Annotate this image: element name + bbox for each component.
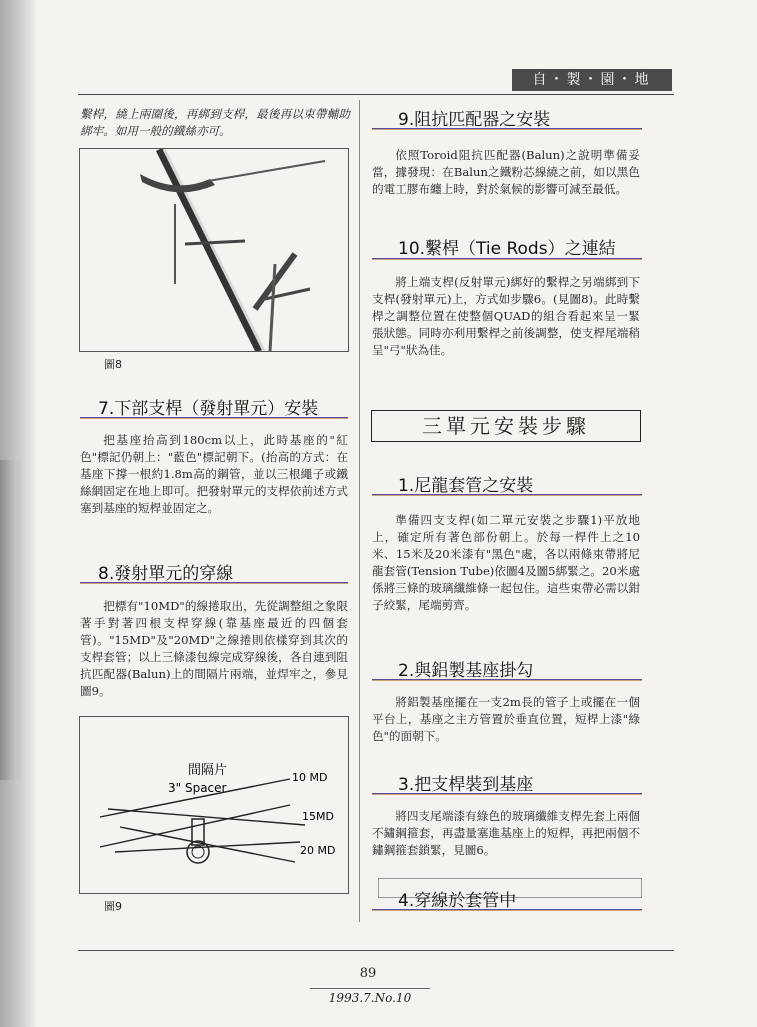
heading-8-rule (80, 582, 348, 584)
label-15md: 15MD (302, 810, 334, 823)
heading-4-rule (372, 909, 642, 911)
heading-3-rule (372, 793, 642, 795)
section-2-body: 將鋁製基座擺在一支2m長的管子上或擺在一個平台上，基座之主方管置於垂直位置，短桿上漆"綠色"的面朝下。 (372, 695, 640, 743)
figure-9 (79, 716, 349, 894)
column-divider (359, 100, 360, 922)
figure-8-illustration (80, 149, 348, 351)
wire-15md (108, 809, 305, 825)
spacer-label-en: 3" Spacer (168, 781, 227, 795)
heading-9-rule (372, 128, 642, 130)
spacer-label-cn: 間隔片 (188, 763, 228, 778)
label-20md: 20 MD (300, 844, 336, 857)
heading-4: 4.穿線於套管中 (398, 891, 517, 911)
section-9-body: 依照Toroid阻抗匹配器(Balun)之說明準備妥當，據發現：在Balun之鐵粉芯線繞之前，如以黑色的電工膠布纏上時，對於氣候的影響可減至最低。 (372, 148, 640, 196)
heading-1-rule (372, 494, 642, 496)
page-spine-shadow-dark (0, 460, 22, 780)
intro-paragraph: 繫桿，繞上兩圈後，再綁到支桿，最後再以束帶輔助綁牢。如用一般的鐵絲亦可。 (80, 107, 350, 138)
issue-label: 1993.7.No.10 (310, 988, 430, 1005)
page-number: 89 (359, 966, 377, 981)
section-tag: 自・製・園・地 (512, 69, 672, 91)
section-7-body: 把基座抬高到180cm以上，此時基座的"紅色"標記仍朝上："藍色"標記朝下。(抬高的方式：在基座下撐一根約1.8m高的鋼管，並以三根繩子或鐵絲網固定在地上即可。把發射單元的支桿依前述方式塞到基座的短桿並固定之。 (80, 433, 348, 515)
heading-3: 3.把支桿裝到基座 (398, 775, 534, 795)
heading-10-rule (372, 258, 642, 260)
heading-8: 8.發射單元的穿線 (98, 564, 234, 584)
heading-2-rule (372, 679, 642, 681)
heading-10: 10.繫桿（Tie Rods）之連結 (398, 239, 616, 259)
wire (208, 161, 325, 181)
heading-7-rule (80, 417, 348, 419)
figure-8-caption: 圖8 (104, 358, 122, 371)
tie-rod (185, 241, 245, 244)
figure-8 (79, 148, 349, 352)
heading-2: 2.與鋁製基座掛勾 (398, 661, 534, 681)
header-rule (78, 94, 674, 95)
figure-9-caption: 圖9 (104, 900, 122, 913)
footer-rule (78, 950, 674, 951)
section-10-body: 將上端支桿(反射單元)綁好的繫桿之另端綁到下支桿(發射單元)上，方式如步驟6。(見圖8)。此時繫桿之調整位置在使整個QUAD的組合看起來呈一緊張狀態。同時亦利用繫桿之前後調整，使支桿尾端稍呈"弓"狀為佳。 (372, 275, 640, 357)
section-1-body: 準備四支支桿(如二單元安裝之步驟1)平放地上，確定所有著色部份朝上。於每一桿件上之10米、15米及20米漆有"黑色"處，各以兩條束帶將尼龍套管(Tension Tube)依圖4及圖5綁緊之。20米處係將三條的玻璃纖維條一起包住。這些束帶必需以鉗子絞緊，尾端剪齊。 (372, 513, 640, 612)
figure-9-diagram (80, 717, 348, 893)
heading-1: 1.尼龍套管之安裝 (398, 476, 534, 496)
section-8-body: 把標有"10MD"的線捲取出，先從調整組之象限著手對著四根支桿穿線(靠基座最近的四個套管)。"15MD"及"20MD"之線捲則依樣穿到其次的支桿套管；以上三條漆包線完成穿線後，各自連到阻抗匹配器(Balun)上的間隔片兩端，並焊牢之，參見圖9。 (80, 599, 348, 698)
three-element-steps-title: 三單元安裝步驟 (371, 410, 641, 442)
section-3-body: 將四支尾端漆有綠色的玻璃纖維支桿先套上兩個不鏽鋼箍套，再盡量塞進基座上的短桿，再把兩個不鏽鋼箍套鎖緊，見圖6。 (372, 809, 640, 857)
vertical-rod (270, 264, 275, 351)
label-10md: 10 MD (292, 771, 328, 784)
heading-7: 7.下部支桿（發射單元）安裝 (98, 399, 319, 419)
heading-9: 9.阻抗匹配器之安裝 (398, 110, 551, 130)
